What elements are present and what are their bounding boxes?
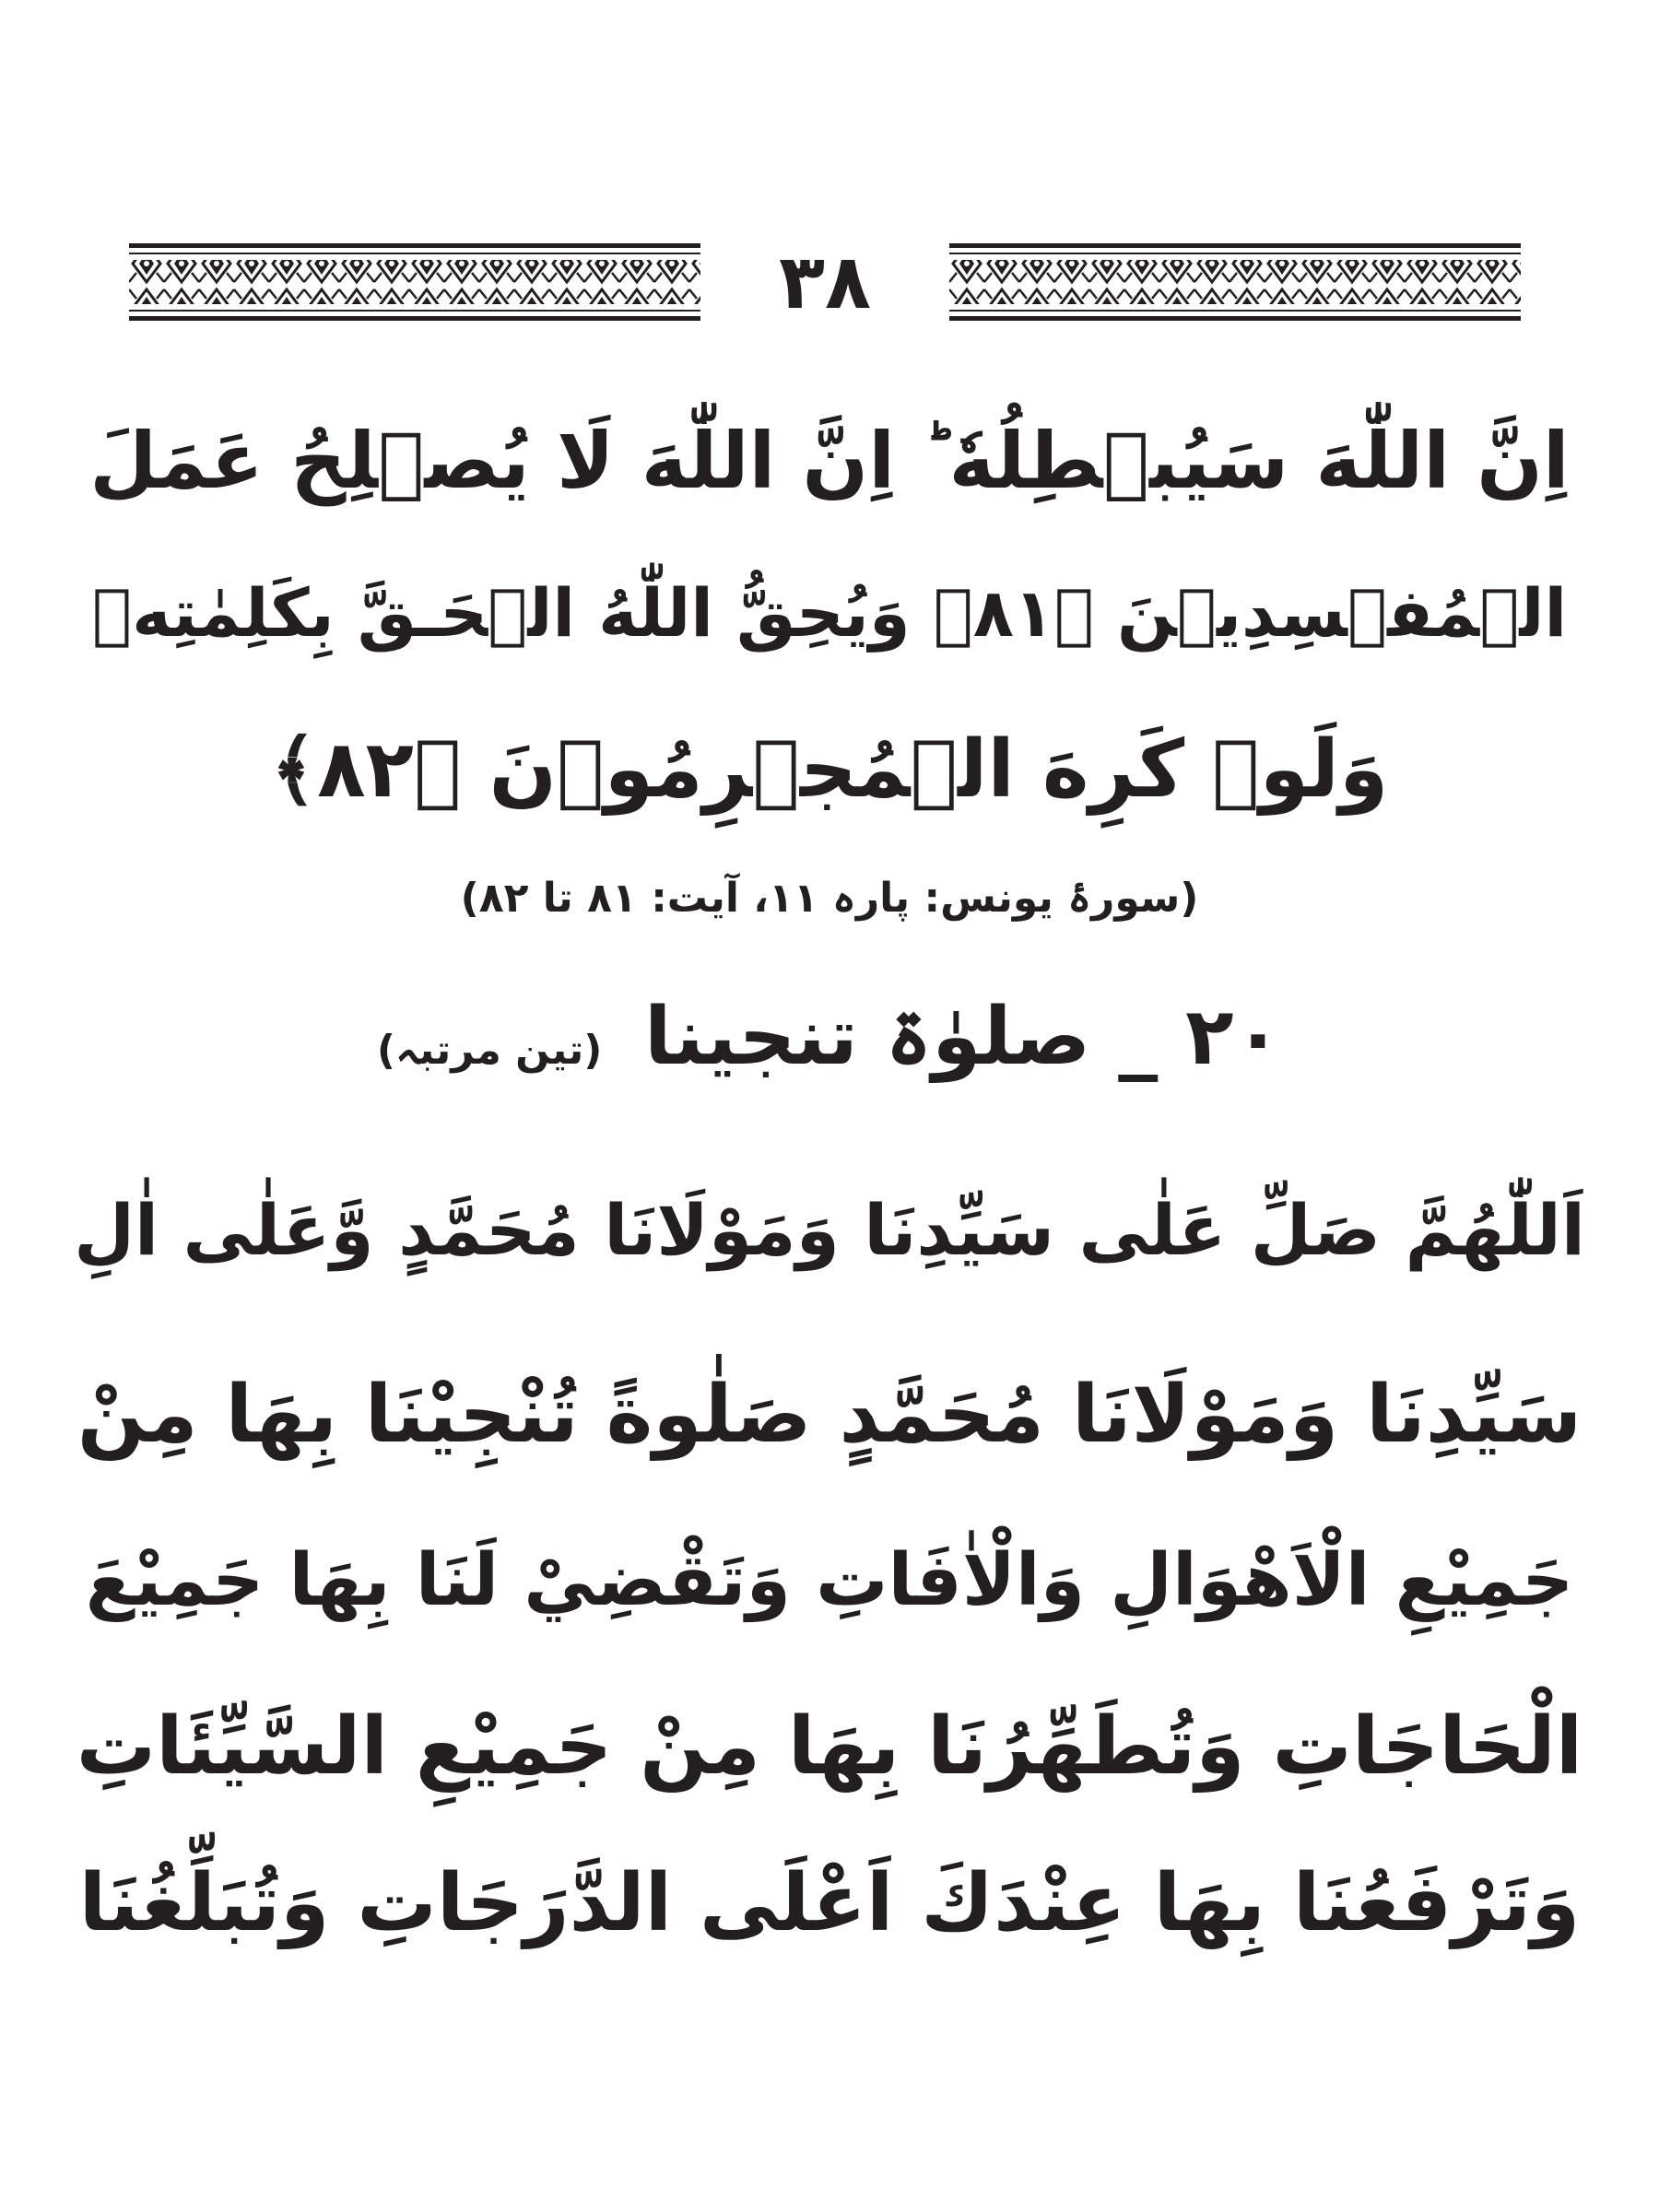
ornamental-border-right [129, 241, 700, 324]
prayer-line-2: سَيِّدِنَا وَمَوْلَانَا مُحَمَّدٍ صَلٰوةً تُنْجِيْنَا بِهَا مِنْ [76, 1369, 1583, 1461]
prayer-line-1: اَللّٰهُمَّ صَلِّ عَلٰى سَيِّدِنَا وَمَوْلَانَا مُحَمَّدٍ وَّعَلٰى اٰلِ [74, 1189, 1585, 1271]
page-header [129, 232, 1521, 334]
section-note: (تین مرتبہ) [376, 1027, 603, 1074]
verse-line-1: اِنَّ اللّٰهَ سَيُبۡطِلُهٗ ؕ اِنَّ اللّٰهَ لَا يُصۡلِحُ عَمَلَ [89, 416, 1570, 506]
prayer-line-5: وَتَرْفَعُنَا بِهَا عِنْدَكَ اَعْلَى الدَّرَجَاتِ وَتُبَلِّغُنَا [78, 1857, 1581, 1949]
prayer-line-3: جَمِيْعِ الْاَهْوَالِ وَالْاٰفَاتِ وَتَقْضِيْ لَنَا بِهَا جَمِيْعَ [85, 1539, 1574, 1622]
section-heading [276, 972, 1382, 1101]
prayer-line-4: الْحَاجَاتِ وَتُطَهِّرُنَا بِهَا مِنْ جَمِيْعِ السَّيِّئَاتِ [76, 1700, 1583, 1793]
verse-reference: (سورۂ یونس: پارہ ۱۱، آیت: ۸۱ تا ۸۲) [460, 875, 1199, 922]
page-number: ٣٨ [778, 239, 872, 326]
verse-line-3: وَلَوۡ كَرِهَ الۡمُجۡرِمُوۡنَ ﴿۸۲﴾ [270, 724, 1389, 816]
verse-line-2: الۡمُفۡسِدِيۡنَ ﴿۸۱﴾ وَيُحِقُّ اللّٰهُ الۡحَـقَّ بِكَلِمٰتِهٖ [91, 574, 1568, 652]
ornamental-border-left [949, 241, 1521, 324]
section-title: ۲۰ _ صلوٰۃ تنجینا [643, 991, 1283, 1083]
